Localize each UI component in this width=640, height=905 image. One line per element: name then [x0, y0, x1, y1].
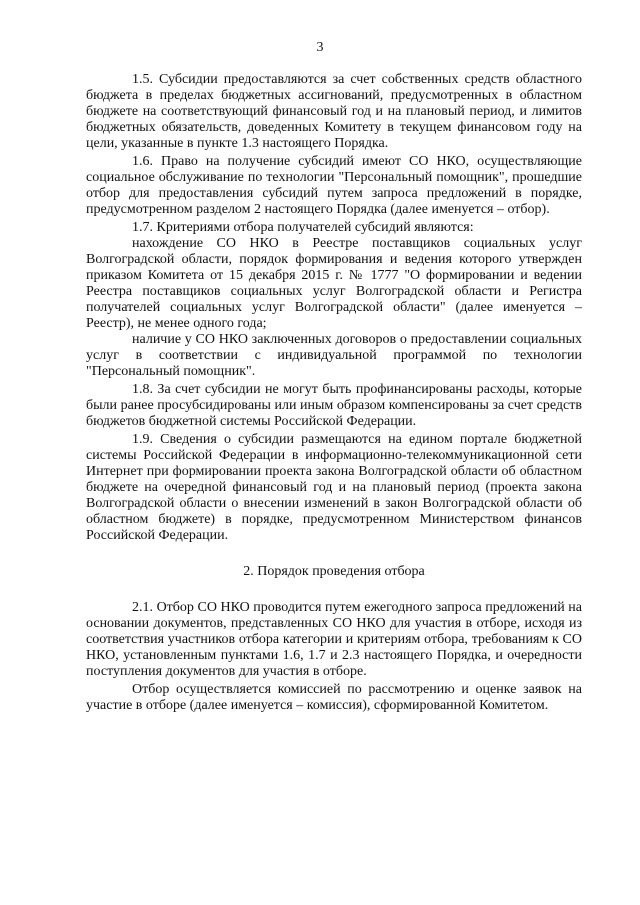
paragraph-1-6: 1.6. Право на получение субсидий имеют СО НКО, осуществляющие социальное обслуживание по технологии "Персональный помощник", прошедшие отбор для предоставления субсидий путем запроса предложений в порядке, предусмотренном разделом 2 настоящего Порядка (далее именуется – отбор). [86, 154, 582, 217]
paragraph-1-7-criterion-registry: нахождение СО НКО в Реестре поставщиков социальных услуг Волгоградской области, порядок формирования и ведения которого утвержден приказом Комитета от 15 декабря 2015 г. № 1777 "О формировании и ведении Реестра поставщиков социальных услуг Волгоградской области и Регистра получателей социальных услуг Волгоградской области" (далее именуется – Реестр), не менее одного года; [86, 236, 582, 331]
paragraph-1-7-criterion-contracts: наличие у СО НКО заключенных договоров о предоставлении социальных услуг в соответствии с индивидуальной программой по технологии "Персональный помощник". [86, 332, 582, 379]
page-number: 3 [316, 40, 324, 55]
document-body [86, 72, 582, 716]
paragraph-1-8: 1.8. За счет субсидии не могут быть профинансированы расходы, которые были ранее просубсидированы или иным образом компенсированы за счет средств бюджетов бюджетной системы Российской Федерации. [86, 382, 582, 429]
section-heading: 2. Порядок проведения отбора [243, 564, 425, 579]
paragraph-2-1-commission: Отбор осуществляется комиссией по рассмотрению и оценке заявок на участие в отборе (далее именуется – комиссия), сформированной Комитетом. [86, 682, 582, 713]
paragraph-1-9: 1.9. Сведения о субсидии размещаются на едином портале бюджетной системы Российской Федерации в информационно-телекоммуникационной сети Интернет при формировании проекта закона Волгоградской области об областном бюджете на очередной финансовый год и на плановый период (проекта закона Волгоградской области о внесении изменений в закон Волгоградской области об областном бюджете) в порядке, предусмотренном Министерством финансов Российской Федерации. [86, 432, 582, 543]
paragraph-2-1: 2.1. Отбор СО НКО проводится путем ежегодного запроса предложений на основании документов, представленных СО НКО для участия в отборе, исходя из соответствия участников отбора категории и критериям отбора, требованиям к СО НКО, установленным пунктами 1.6, 1.7 и 2.3 настоящего Порядка, и очередности поступления документов для участия в отборе. [86, 600, 582, 679]
paragraph-1-7: 1.7. Критериями отбора получателей субсидий являются: [132, 220, 474, 235]
paragraph-1-5: 1.5. Субсидии предоставляются за счет собственных средств областного бюджета в пределах бюджетных ассигнований, предусмотренных в областном бюджете на соответствующий финансовый год и на плановый период, и лимитов бюджетных обязательств, доведенных Комитету в текущем финансовом году на цели, указанные в пункте 1.3 настоящего Порядка. [86, 72, 582, 151]
